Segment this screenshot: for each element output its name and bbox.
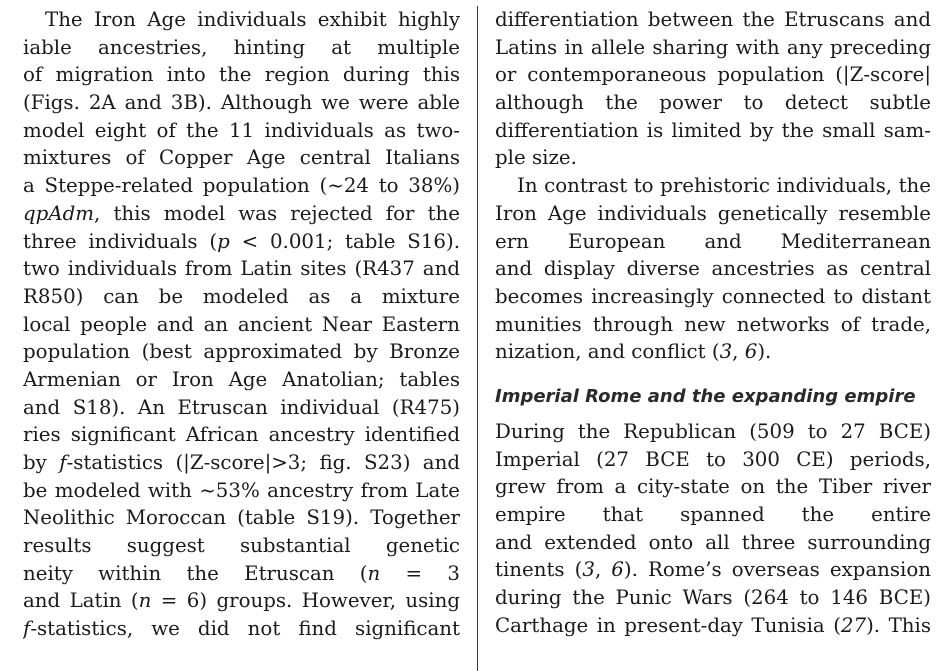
text-line: Carthage in present-day Tunisia (27). This (495, 613, 931, 637)
text-line: iable ancestries, hinting at multiple (23, 35, 460, 59)
text-line: or contemporaneous population (|Z-score| (495, 63, 931, 87)
text-line: (Figs. 2A and 3B). Although we were able (23, 91, 460, 115)
text-line: although the power to detect subtle (495, 91, 931, 115)
text-line: f-statistics, we did not find significant (23, 617, 460, 641)
text-line: Armenian or Iron Age Anatolian; tables (23, 367, 460, 391)
text-line: ple size. (495, 146, 577, 170)
text-line: three individuals (p < 0.001; table S16). (23, 229, 460, 253)
text-line: Neolithic Moroccan (table S19). Together (23, 506, 460, 530)
text-line: During the Republican (509 to 27 BCE) (495, 419, 931, 443)
text-line: by f-statistics (|Z-score|>3; fig. S23) and (23, 451, 460, 474)
text-line: model eight of the 11 individuals as two- (23, 118, 460, 142)
text-line: results suggest substantial genetic (23, 534, 460, 558)
text-line: and Latin (n = 6) groups. However, using (23, 589, 460, 613)
text-line: differentiation between the Etruscans and (495, 8, 931, 31)
text-line: a Steppe-related population (~24 to 38%) (23, 174, 460, 198)
text-line: and display diverse ancestries as central (495, 257, 931, 281)
right-column (495, 6, 931, 639)
text-line: munities through new networks of trade, (495, 312, 931, 336)
text-line: empire that spanned the entire (495, 503, 931, 527)
section-heading: Imperial Rome and the expanding empire (495, 385, 916, 407)
text-line: neity within the Etruscan (n = 3 (23, 561, 460, 585)
text-line: grew from a city-state on the Tiber river (495, 475, 931, 499)
text-line: ern European and Mediterranean (495, 229, 931, 253)
text-line: Imperial (27 BCE to 300 CE) periods, (495, 447, 931, 471)
text-line: qpAdm, this model was rejected for the (23, 201, 460, 225)
text-line: R850) can be modeled as a mixture (23, 284, 460, 308)
text-line: In contrast to prehistoric individuals, the (517, 174, 931, 198)
text-line: Latins in allele sharing with any preceding (495, 35, 931, 59)
text-line: differentiation is limited by the small sam- (495, 118, 931, 142)
text-line: local people and an ancient Near Eastern (23, 312, 460, 336)
text-line: becomes increasingly connected to distant (495, 284, 931, 308)
text-line: Iron Age individuals genetically resemble (495, 201, 931, 225)
text-line: tinents (3, 6). Rome’s overseas expansion (495, 558, 931, 582)
column-divider (477, 6, 478, 671)
left-column (23, 6, 460, 643)
text-line: two individuals from Latin sites (R437 and (23, 257, 460, 281)
text-line: ries significant African ancestry identified (23, 423, 460, 447)
text-line: of migration into the region during this (23, 63, 460, 87)
text-line: nization, and conflict (3, 6). (495, 340, 772, 364)
text-line: and extended onto all three surrounding (495, 530, 931, 554)
text-line: The Iron Age individuals exhibit highly (45, 8, 460, 31)
text-line: during the Punic Wars (264 to 146 BCE) (495, 586, 931, 610)
text-line: population (best approximated by Bronze (23, 340, 460, 364)
text-line: and S18). An Etruscan individual (R475) (23, 395, 460, 419)
text-line: mixtures of Copper Age central Italians (23, 146, 460, 170)
text-line: be modeled with ~53% ancestry from Late (23, 478, 460, 502)
